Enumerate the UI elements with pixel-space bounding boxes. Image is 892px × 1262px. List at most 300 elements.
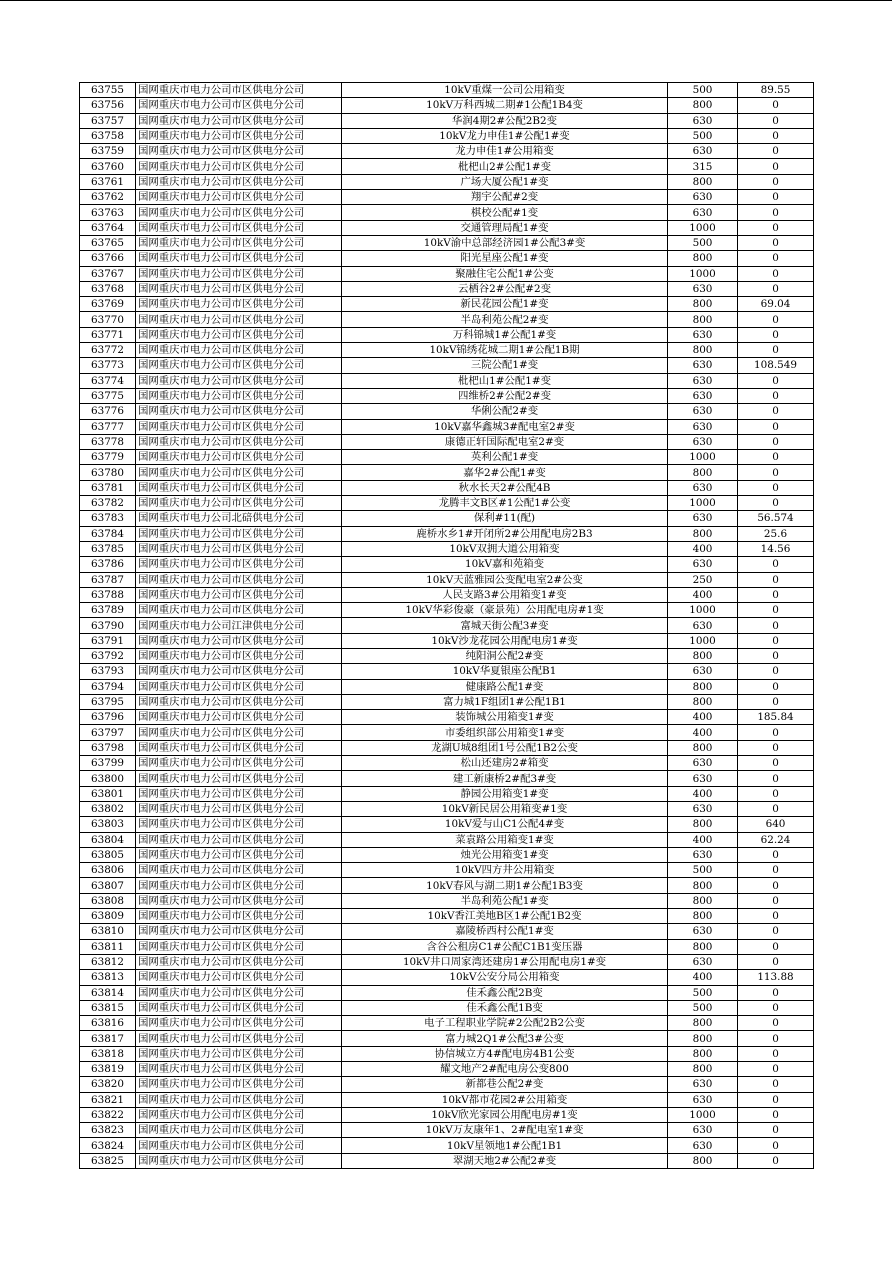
transformer-name-cell: 交通管理局配1#变	[342, 220, 668, 235]
capacity-cell: 1000	[668, 1107, 738, 1122]
company-cell: 国网重庆市电力公司市区供电分公司	[136, 939, 342, 954]
page-top-rule	[0, 0, 892, 1]
capacity-cell: 500	[668, 83, 738, 98]
row-id-cell: 63764	[80, 220, 136, 235]
capacity-cell: 800	[668, 878, 738, 893]
table-row	[80, 358, 814, 373]
value-cell: 0	[738, 847, 814, 862]
row-id-cell: 63817	[80, 1031, 136, 1046]
row-id-cell: 63790	[80, 618, 136, 633]
value-cell: 0	[738, 985, 814, 1000]
capacity-cell: 630	[668, 434, 738, 449]
transformer-name-cell: 10kV香江美地B区1#公配1B2变	[342, 909, 668, 924]
row-id-cell: 63755	[80, 83, 136, 98]
company-cell: 国网重庆市电力公司市区供电分公司	[136, 434, 342, 449]
row-id-cell: 63760	[80, 159, 136, 174]
value-cell: 0	[738, 572, 814, 587]
value-cell: 0	[738, 679, 814, 694]
capacity-cell: 630	[668, 847, 738, 862]
capacity-cell: 630	[668, 205, 738, 220]
table-row	[80, 893, 814, 908]
transformer-name-cell: 10kV华彩俊豪（豪景苑）公用配电房#1变	[342, 603, 668, 618]
value-cell: 0	[738, 1031, 814, 1046]
company-cell: 国网重庆市电力公司市区供电分公司	[136, 740, 342, 755]
capacity-cell: 250	[668, 572, 738, 587]
table-row	[80, 954, 814, 969]
row-id-cell: 63767	[80, 266, 136, 281]
value-cell: 0	[738, 113, 814, 128]
capacity-cell: 630	[668, 113, 738, 128]
capacity-cell: 630	[668, 664, 738, 679]
company-cell: 国网重庆市电力公司市区供电分公司	[136, 756, 342, 771]
transformer-name-cell: 电子工程职业学院#2公配2B2公变	[342, 1016, 668, 1031]
company-cell: 国网重庆市电力公司北碚供电分公司	[136, 511, 342, 526]
transformer-name-cell: 10kV沙龙花园公用配电房1#变	[342, 633, 668, 648]
capacity-cell: 630	[668, 924, 738, 939]
company-cell: 国网重庆市电力公司市区供电分公司	[136, 970, 342, 985]
table-row	[80, 1153, 814, 1168]
row-id-cell: 63782	[80, 496, 136, 511]
table-row	[80, 664, 814, 679]
table-row	[80, 694, 814, 709]
table-row	[80, 496, 814, 511]
transformer-name-cell: 富力城1F组团1#公配1B1	[342, 694, 668, 709]
transformer-name-cell: 人民支路3#公用箱变1#变	[342, 587, 668, 602]
transformer-name-cell: 龙湖U城8组团1号公配1B2公变	[342, 740, 668, 755]
capacity-cell: 630	[668, 190, 738, 205]
company-cell: 国网重庆市电力公司市区供电分公司	[136, 251, 342, 266]
company-cell: 国网重庆市电力公司市区供电分公司	[136, 801, 342, 816]
transformer-name-cell: 耀文地产2#配电房公变800	[342, 1062, 668, 1077]
capacity-cell: 800	[668, 893, 738, 908]
transformer-name-cell: 龙腾丰文B区#1公配1#公变	[342, 496, 668, 511]
value-cell: 89.55	[738, 83, 814, 98]
company-cell: 国网重庆市电力公司市区供电分公司	[136, 893, 342, 908]
capacity-cell: 400	[668, 725, 738, 740]
capacity-cell: 800	[668, 909, 738, 924]
capacity-cell: 630	[668, 618, 738, 633]
transformer-name-cell: 翔宇公配#2变	[342, 190, 668, 205]
row-id-cell: 63765	[80, 235, 136, 250]
value-cell: 0	[738, 1077, 814, 1092]
row-id-cell: 63816	[80, 1016, 136, 1031]
table-row	[80, 1046, 814, 1061]
table-row	[80, 603, 814, 618]
table-row	[80, 924, 814, 939]
value-cell: 0	[738, 404, 814, 419]
company-cell: 国网重庆市电力公司市区供电分公司	[136, 113, 342, 128]
row-id-cell: 63802	[80, 801, 136, 816]
value-cell: 0	[738, 373, 814, 388]
table-row	[80, 1092, 814, 1107]
capacity-cell: 630	[668, 1077, 738, 1092]
row-id-cell: 63785	[80, 541, 136, 556]
value-cell: 0	[738, 388, 814, 403]
row-id-cell: 63793	[80, 664, 136, 679]
company-cell: 国网重庆市电力公司市区供电分公司	[136, 266, 342, 281]
company-cell: 国网重庆市电力公司市区供电分公司	[136, 648, 342, 663]
table-row	[80, 832, 814, 847]
company-cell: 国网重庆市电力公司市区供电分公司	[136, 679, 342, 694]
capacity-cell: 800	[668, 1153, 738, 1168]
row-id-cell: 63788	[80, 587, 136, 602]
table-row	[80, 511, 814, 526]
row-id-cell: 63800	[80, 771, 136, 786]
company-cell: 国网重庆市电力公司市区供电分公司	[136, 205, 342, 220]
row-id-cell: 63799	[80, 756, 136, 771]
transformer-name-cell: 10kV都市花园2#公用箱变	[342, 1092, 668, 1107]
capacity-cell: 800	[668, 679, 738, 694]
capacity-cell: 800	[668, 251, 738, 266]
capacity-cell: 630	[668, 281, 738, 296]
value-cell: 0	[738, 1123, 814, 1138]
value-cell: 108.549	[738, 358, 814, 373]
table-body	[80, 83, 814, 1169]
company-cell: 国网重庆市电力公司市区供电分公司	[136, 1077, 342, 1092]
company-cell: 国网重庆市电力公司市区供电分公司	[136, 327, 342, 342]
value-cell: 0	[738, 664, 814, 679]
company-cell: 国网重庆市电力公司市区供电分公司	[136, 190, 342, 205]
row-id-cell: 63820	[80, 1077, 136, 1092]
row-id-cell: 63775	[80, 388, 136, 403]
table-row	[80, 587, 814, 602]
table-row	[80, 235, 814, 250]
company-cell: 国网重庆市电力公司市区供电分公司	[136, 847, 342, 862]
row-id-cell: 63792	[80, 648, 136, 663]
data-table	[79, 82, 814, 1169]
transformer-name-cell: 10kV星领地1#公配1B1	[342, 1138, 668, 1153]
company-cell: 国网重庆市电力公司市区供电分公司	[136, 725, 342, 740]
company-cell: 国网重庆市电力公司市区供电分公司	[136, 220, 342, 235]
transformer-name-cell: 新民花园公配1#变	[342, 297, 668, 312]
value-cell: 0	[738, 1092, 814, 1107]
company-cell: 国网重庆市电力公司市区供电分公司	[136, 557, 342, 572]
transformer-name-cell: 10kV爱与山C1公配4#变	[342, 817, 668, 832]
table-row	[80, 144, 814, 159]
transformer-name-cell: 装饰城公用箱变1#变	[342, 710, 668, 725]
transformer-name-cell: 10kV双拥大道公用箱变	[342, 541, 668, 556]
capacity-cell: 1000	[668, 633, 738, 648]
value-cell: 0	[738, 343, 814, 358]
row-id-cell: 63779	[80, 450, 136, 465]
transformer-name-cell: 佳禾鑫公配1B变	[342, 1000, 668, 1015]
row-id-cell: 63771	[80, 327, 136, 342]
capacity-cell: 800	[668, 939, 738, 954]
capacity-cell: 500	[668, 985, 738, 1000]
capacity-cell: 630	[668, 373, 738, 388]
row-id-cell: 63825	[80, 1153, 136, 1168]
transformer-name-cell: 翠湖天地2#公配2#变	[342, 1153, 668, 1168]
table-row	[80, 465, 814, 480]
value-cell: 0	[738, 327, 814, 342]
row-id-cell: 63806	[80, 863, 136, 878]
capacity-cell: 800	[668, 1031, 738, 1046]
row-id-cell: 63811	[80, 939, 136, 954]
transformer-name-cell: 半岛利苑公配2#变	[342, 312, 668, 327]
row-id-cell: 63756	[80, 98, 136, 113]
company-cell: 国网重庆市电力公司市区供电分公司	[136, 878, 342, 893]
value-cell: 0	[738, 801, 814, 816]
table-row	[80, 786, 814, 801]
row-id-cell: 63818	[80, 1046, 136, 1061]
transformer-name-cell: 10kV万科西城二期#1公配1B4变	[342, 98, 668, 113]
company-cell: 国网重庆市电力公司市区供电分公司	[136, 817, 342, 832]
value-cell: 0	[738, 465, 814, 480]
row-id-cell: 63758	[80, 128, 136, 143]
capacity-cell: 1000	[668, 450, 738, 465]
value-cell: 69.04	[738, 297, 814, 312]
capacity-cell: 800	[668, 98, 738, 113]
table-row	[80, 1123, 814, 1138]
value-cell: 0	[738, 205, 814, 220]
table-row	[80, 220, 814, 235]
table-row	[80, 679, 814, 694]
capacity-cell: 800	[668, 1062, 738, 1077]
company-cell: 国网重庆市电力公司市区供电分公司	[136, 1107, 342, 1122]
value-cell: 0	[738, 633, 814, 648]
company-cell: 国网重庆市电力公司市区供电分公司	[136, 985, 342, 1000]
value-cell: 0	[738, 1107, 814, 1122]
transformer-name-cell: 阳光星座公配1#变	[342, 251, 668, 266]
value-cell: 62.24	[738, 832, 814, 847]
transformer-name-cell: 健康路公配1#变	[342, 679, 668, 694]
table-row	[80, 1138, 814, 1153]
value-cell: 0	[738, 312, 814, 327]
row-id-cell: 63769	[80, 297, 136, 312]
transformer-name-cell: 10kV四方井公用箱变	[342, 863, 668, 878]
transformer-name-cell: 建工新康桥2#配3#变	[342, 771, 668, 786]
row-id-cell: 63812	[80, 954, 136, 969]
value-cell: 0	[738, 480, 814, 495]
value-cell: 0	[738, 251, 814, 266]
company-cell: 国网重庆市电力公司市区供电分公司	[136, 924, 342, 939]
transformer-name-cell: 新都巷公配2#变	[342, 1077, 668, 1092]
table-row	[80, 251, 814, 266]
capacity-cell: 500	[668, 235, 738, 250]
row-id-cell: 63787	[80, 572, 136, 587]
table-row	[80, 388, 814, 403]
capacity-cell: 1000	[668, 266, 738, 281]
company-cell: 国网重庆市电力公司市区供电分公司	[136, 710, 342, 725]
transformer-name-cell: 云栖谷2#公配#2变	[342, 281, 668, 296]
transformer-name-cell: 龙力申佳1#公用箱变	[342, 144, 668, 159]
capacity-cell: 630	[668, 144, 738, 159]
capacity-cell: 400	[668, 786, 738, 801]
table-row	[80, 419, 814, 434]
company-cell: 国网重庆市电力公司市区供电分公司	[136, 1031, 342, 1046]
transformer-name-cell: 鹿桥水乡1#开闭所2#公用配电房2B3	[342, 526, 668, 541]
row-id-cell: 63768	[80, 281, 136, 296]
table-row	[80, 771, 814, 786]
table-row	[80, 1031, 814, 1046]
table-row	[80, 159, 814, 174]
value-cell: 0	[738, 1046, 814, 1061]
table-row	[80, 327, 814, 342]
transformer-name-cell: 华润4期2#公配2B2变	[342, 113, 668, 128]
row-id-cell: 63803	[80, 817, 136, 832]
table-row	[80, 970, 814, 985]
company-cell: 国网重庆市电力公司市区供电分公司	[136, 358, 342, 373]
row-id-cell: 63786	[80, 557, 136, 572]
capacity-cell: 500	[668, 1000, 738, 1015]
company-cell: 国网重庆市电力公司市区供电分公司	[136, 603, 342, 618]
value-cell: 0	[738, 450, 814, 465]
row-id-cell: 63822	[80, 1107, 136, 1122]
value-cell: 0	[738, 924, 814, 939]
transformer-name-cell: 市委组织部公用箱变1#变	[342, 725, 668, 740]
transformer-name-cell: 嘉陵桥西村公配1#变	[342, 924, 668, 939]
row-id-cell: 63761	[80, 174, 136, 189]
transformer-name-cell: 10kV锦绣花城二期1#公配1B期	[342, 343, 668, 358]
company-cell: 国网重庆市电力公司市区供电分公司	[136, 526, 342, 541]
capacity-cell: 630	[668, 1123, 738, 1138]
table-row	[80, 373, 814, 388]
value-cell: 0	[738, 190, 814, 205]
capacity-cell: 800	[668, 174, 738, 189]
transformer-name-cell: 棋校公配#1变	[342, 205, 668, 220]
transformer-name-cell: 嘉华2#公配1#变	[342, 465, 668, 480]
company-cell: 国网重庆市电力公司市区供电分公司	[136, 1000, 342, 1015]
value-cell: 0	[738, 786, 814, 801]
table-row	[80, 817, 814, 832]
transformer-name-cell: 含谷公租房C1#公配C1B1变压器	[342, 939, 668, 954]
transformer-name-cell: 纯阳洞公配2#变	[342, 648, 668, 663]
transformer-name-cell: 富力城2Q1#公配3#公变	[342, 1031, 668, 1046]
transformer-name-cell: 协信城立方4#配电房4B1公变	[342, 1046, 668, 1061]
table-row	[80, 847, 814, 862]
capacity-cell: 1000	[668, 496, 738, 511]
capacity-cell: 315	[668, 159, 738, 174]
capacity-cell: 630	[668, 557, 738, 572]
transformer-name-cell: 烛光公用箱变1#变	[342, 847, 668, 862]
table-row	[80, 740, 814, 755]
capacity-cell: 800	[668, 343, 738, 358]
table-row	[80, 190, 814, 205]
company-cell: 国网重庆市电力公司市区供电分公司	[136, 954, 342, 969]
transformer-name-cell: 10kV欣光家园公用配电房#1变	[342, 1107, 668, 1122]
company-cell: 国网重庆市电力公司市区供电分公司	[136, 98, 342, 113]
value-cell: 0	[738, 128, 814, 143]
row-id-cell: 63789	[80, 603, 136, 618]
table-row	[80, 633, 814, 648]
table-row	[80, 480, 814, 495]
company-cell: 国网重庆市电力公司市区供电分公司	[136, 373, 342, 388]
row-id-cell: 63796	[80, 710, 136, 725]
transformer-name-cell: 松山还建房2#箱变	[342, 756, 668, 771]
capacity-cell: 630	[668, 388, 738, 403]
row-id-cell: 63784	[80, 526, 136, 541]
company-cell: 国网重庆市电力公司市区供电分公司	[136, 541, 342, 556]
company-cell: 国网重庆市电力公司市区供电分公司	[136, 312, 342, 327]
table-row	[80, 450, 814, 465]
transformer-name-cell: 10kV嘉华鑫城3#配电室2#变	[342, 419, 668, 434]
value-cell: 0	[738, 954, 814, 969]
row-id-cell: 63762	[80, 190, 136, 205]
transformer-name-cell: 康德正轩国际配电室2#变	[342, 434, 668, 449]
table-row	[80, 526, 814, 541]
capacity-cell: 800	[668, 1016, 738, 1031]
table-row	[80, 98, 814, 113]
transformer-name-cell: 半岛利苑公配1#变	[342, 893, 668, 908]
transformer-name-cell: 华俐公配2#变	[342, 404, 668, 419]
capacity-cell: 800	[668, 1046, 738, 1061]
capacity-cell: 800	[668, 648, 738, 663]
capacity-cell: 500	[668, 863, 738, 878]
company-cell: 国网重庆市电力公司市区供电分公司	[136, 404, 342, 419]
value-cell: 113.88	[738, 970, 814, 985]
company-cell: 国网重庆市电力公司市区供电分公司	[136, 1138, 342, 1153]
company-cell: 国网重庆市电力公司市区供电分公司	[136, 343, 342, 358]
capacity-cell: 800	[668, 740, 738, 755]
table-row	[80, 1107, 814, 1122]
transformer-name-cell: 富城天街公配3#变	[342, 618, 668, 633]
value-cell: 0	[738, 1062, 814, 1077]
capacity-cell: 630	[668, 480, 738, 495]
company-cell: 国网重庆市电力公司市区供电分公司	[136, 1123, 342, 1138]
capacity-cell: 630	[668, 358, 738, 373]
transformer-name-cell: 10kV天蓝雅园公变配电室2#公变	[342, 572, 668, 587]
company-cell: 国网重庆市电力公司市区供电分公司	[136, 235, 342, 250]
capacity-cell: 1000	[668, 603, 738, 618]
row-id-cell: 63778	[80, 434, 136, 449]
value-cell: 0	[738, 587, 814, 602]
company-cell: 国网重庆市电力公司市区供电分公司	[136, 1153, 342, 1168]
table-row	[80, 725, 814, 740]
transformer-name-cell: 10kV井口周家湾还建房1#公用配电房1#变	[342, 954, 668, 969]
value-cell: 0	[738, 419, 814, 434]
row-id-cell: 63777	[80, 419, 136, 434]
row-id-cell: 63773	[80, 358, 136, 373]
row-id-cell: 63797	[80, 725, 136, 740]
table-row	[80, 434, 814, 449]
company-cell: 国网重庆市电力公司市区供电分公司	[136, 128, 342, 143]
transformer-name-cell: 静园公用箱变1#变	[342, 786, 668, 801]
table-row	[80, 801, 814, 816]
value-cell: 0	[738, 893, 814, 908]
transformer-name-cell: 10kV嘉和苑箱变	[342, 557, 668, 572]
company-cell: 国网重庆市电力公司市区供电分公司	[136, 694, 342, 709]
value-cell: 0	[738, 220, 814, 235]
value-cell: 0	[738, 939, 814, 954]
value-cell: 0	[738, 771, 814, 786]
value-cell: 0	[738, 1016, 814, 1031]
value-cell: 0	[738, 144, 814, 159]
capacity-cell: 800	[668, 312, 738, 327]
table-row	[80, 83, 814, 98]
company-cell: 国网重庆市电力公司市区供电分公司	[136, 1092, 342, 1107]
transformer-name-cell: 聚融住宅公配1#公变	[342, 266, 668, 281]
company-cell: 国网重庆市电力公司市区供电分公司	[136, 419, 342, 434]
company-cell: 国网重庆市电力公司市区供电分公司	[136, 664, 342, 679]
value-cell: 0	[738, 98, 814, 113]
capacity-cell: 630	[668, 327, 738, 342]
value-cell: 14.56	[738, 541, 814, 556]
row-id-cell: 63772	[80, 343, 136, 358]
company-cell: 国网重庆市电力公司市区供电分公司	[136, 572, 342, 587]
row-id-cell: 63819	[80, 1062, 136, 1077]
capacity-cell: 630	[668, 1092, 738, 1107]
value-cell: 0	[738, 603, 814, 618]
transformer-name-cell: 四维桥2#公配2#变	[342, 388, 668, 403]
row-id-cell: 63821	[80, 1092, 136, 1107]
table-row	[80, 266, 814, 281]
table-row	[80, 343, 814, 358]
company-cell: 国网重庆市电力公司市区供电分公司	[136, 159, 342, 174]
value-cell: 0	[738, 648, 814, 663]
table-row	[80, 878, 814, 893]
transformer-name-cell: 10kV春风与湖二期1#公配1B3变	[342, 878, 668, 893]
company-cell: 国网重庆市电力公司市区供电分公司	[136, 83, 342, 98]
